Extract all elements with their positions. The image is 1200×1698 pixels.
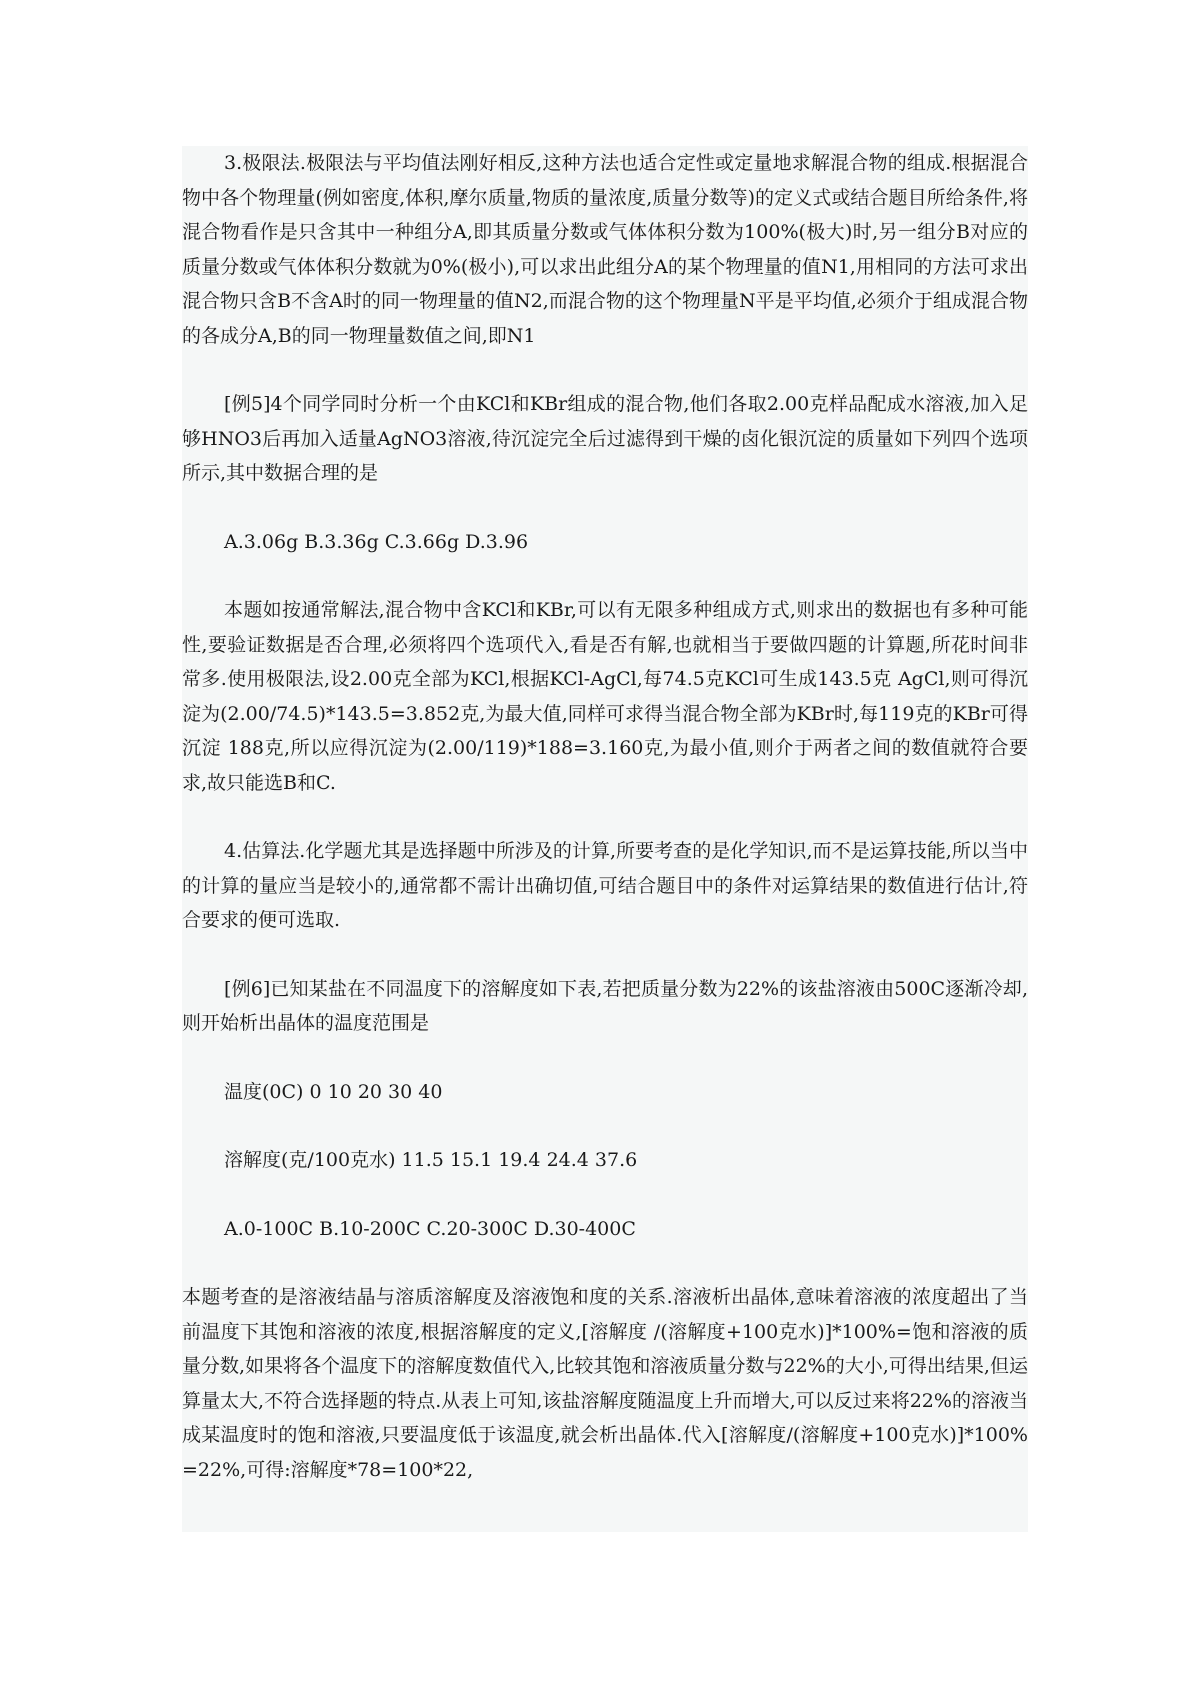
paragraph-limit-method: 3.极限法.极限法与平均值法刚好相反,这种方法也适合定性或定量地求解混合物的组成.根据混合物中各个物理量(例如密度,体积,摩尔质量,物质的量浓度,质量分数等)的定义式或结合题目所给条件,将混合物看作是只含其中一种组分A,即其质量分数或气体体积分数为100%(极大)时,另一组分B对应的质量分数或气体体积分数就为0%(极小),可以求出此组分A的某个物理量的值N1,用相同的方法可求出混合物只含B不含A时的同一物理量的值N2,而混合物的这个物理量N平是平均值,必须介于组成混合物的各成分A,B的同一物理量数值之间,即N1 — [182, 152, 1028, 347]
paragraph-example-5-options: A.3.06g B.3.36g C.3.66g D.3.96 — [224, 530, 529, 553]
paragraph-solubility-row: 溶解度(克/100克水) 11.5 15.1 19.4 24.4 37.6 — [224, 1149, 638, 1171]
paragraph-example-6-solution: 本题考查的是溶液结晶与溶质溶解度及溶液饱和度的关系.溶液析出晶体,意味着溶液的浓度超出了当前温度下其饱和溶液的浓度,根据溶解度的定义,[溶解度 /(溶解度+100克水)]*100%=饱和溶液的质量分数,如果将各个温度下的溶解度数值代入,比较其饱和溶液质量分数与22%的大小,可得出结果,但运算量太大,不符合选择题的特点.从表上可知,该盐溶解度随温度上升而增大,可以反过来将22%的溶液当成某温度时的饱和溶液,只要温度低于该温度,就会析出晶体.代入[溶解度/(溶解度+100克水)]*100%=22%,可得:溶解度*78=100*22, — [182, 1286, 1028, 1481]
paragraph-temperature-row: 温度(0C) 0 10 20 30 40 — [224, 1080, 443, 1103]
paragraph-example-6: [例6]已知某盐在不同温度下的溶解度如下表,若把质量分数为22%的该盐溶液由500C逐渐冷却,则开始析出晶体的温度范围是 — [182, 977, 1028, 1034]
paragraph-example-6-options: A.0-100C B.10-200C C.20-300C D.30-400C — [224, 1217, 636, 1240]
paragraph-example-5-solution: 本题如按通常解法,混合物中含KCl和KBr,可以有无限多种组成方式,则求出的数据也有多种可能性,要验证数据是否合理,必须将四个选项代入,看是否有解,也就相当于要做四题的计算题,所花时间非常多.使用极限法,设2.00克全部为KCl,根据KCl-AgCl,每74.5克KCl可生成143.5克 AgCl,则可得沉淀为(2.00/74.5)*143.5=3.852克,为最大值,同样可求得当混合物全部为KBr时,每119克的KBr可得沉淀 188克,所以应得沉淀为(2.00/119)*188=3.160克,为最小值,则介于两者之间的数值就符合要求,故只能选B和C. — [182, 599, 1028, 794]
document-text-block — [182, 146, 1028, 1532]
paragraph-estimation-method: 4.估算法.化学题尤其是选择题中所涉及的计算,所要考查的是化学知识,而不是运算技能,所以当中的计算的量应当是较小的,通常都不需计出确切值,可结合题目中的条件对运算结果的数值进行估计,符合要求的便可选取. — [182, 840, 1028, 931]
paragraph-example-5: [例5]4个同学同时分析一个由KCl和KBr组成的混合物,他们各取2.00克样品配成水溶液,加入足够HNO3后再加入适量AgNO3溶液,待沉淀完全后过滤得到干燥的卤化银沉淀的质量如下列四个选项所示,其中数据合理的是 — [182, 393, 1028, 484]
